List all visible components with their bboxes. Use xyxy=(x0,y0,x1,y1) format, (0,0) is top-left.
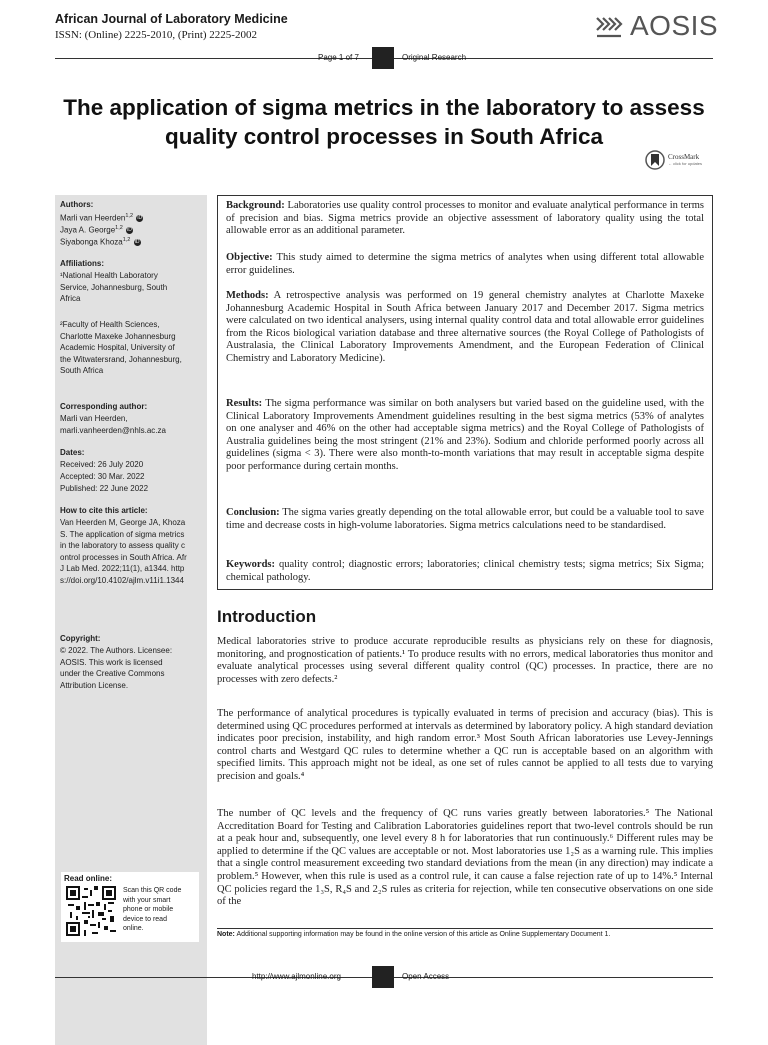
copyright-text: © 2022. The Authors. Licensee: AOSIS. This work is licensed under the Creative Commons Attribution License. xyxy=(60,646,173,690)
crossmark-label: CrossMark xyxy=(668,153,700,161)
abstract-label: Methods: xyxy=(226,290,269,301)
aosis-logo-icon xyxy=(594,13,624,39)
abstract-label: Objective: xyxy=(226,252,273,263)
abstract-text: This study aimed to determine the sigma metrics of analytes when using different total allowable error guidelines. xyxy=(226,252,704,276)
corresponding-author[interactable]: Marli van Heerden, marli.vanheerden@nhls.ac.za xyxy=(60,414,166,435)
orcid-icon[interactable]: iD xyxy=(137,215,143,222)
abstract-results xyxy=(226,398,704,474)
authors-heading: Authors: xyxy=(60,200,94,209)
orcid-icon[interactable]: iD xyxy=(127,227,132,234)
abstract-text: quality control; diagnostic errors; laboratories; clinical chemistry tests; sigma metrics; Six Sigma; chemical pathology. xyxy=(226,559,704,583)
issn: ISSN: (Online) 2225-2010, (Print) 2225-2002 xyxy=(55,29,257,41)
abstract-text: A retrospective analysis was performed on 19 general chemistry analytes at Charlotte Maxeke Johannesburg Academic Hospital in South Africa between January 2017 and December 2017. Sigma metrics were calculated on two identical analysers, using internal quality control data and total allowable error guidelines from the Ricos biological variation database and three alternative sources (the Royal College of Pathologists of Australasia, the Clinical Laboratory Improvements Amendment, and the European Federation of Clinical Chemistry and Laboratory Medicine). xyxy=(226,290,704,364)
abstract-label: Conclusion: xyxy=(226,507,280,518)
journal-url-link[interactable]: http://www.ajlmonline.org xyxy=(252,972,341,981)
author-3 xyxy=(60,235,208,248)
author-name: Jaya A. George xyxy=(60,225,116,235)
abstract-label: Background: xyxy=(226,200,285,211)
copyright-heading: Copyright: xyxy=(60,634,101,643)
qr-code-icon[interactable] xyxy=(66,886,116,936)
open-access-label: Open Access xyxy=(402,972,450,981)
abstract-text: Laboratories use quality control processes to monitor and evaluate analytical performance in terms of precision and bias. Sigma metrics provide an objective assessment of laboratory quality using the total allowable error as an additional parameter. xyxy=(226,200,704,237)
footer-marker xyxy=(372,966,394,988)
read-online-instructions: Scan this QR code with your smart phone or mobile device to read online. xyxy=(123,887,182,933)
abstract-label: Results: xyxy=(226,398,263,409)
article-title: The application of sigma metrics in the laboratory to assess quality control processes in South Africa xyxy=(63,95,705,149)
abstract-text: The sigma performance was similar on both analysers but varied based on the guideline used, with the Clinical Laboratory Improvements Amendment guidelines resulting in the best sigma metrics (53% of analytes on one analyser and 46% on the other had acceptable sigma metrics) and the Royal College of Pathologists of Australia guidelines being the most stringent (21% and 23%). Sodium and chloride performed poorly across all guidelines (sigma < 3). There were also month-to-month variations that may result in acceptable sigma despite poor performance during certain months. xyxy=(226,398,704,472)
cite-heading: How to cite this article: xyxy=(60,506,148,515)
note-rule xyxy=(217,928,713,929)
dates-heading: Dates: xyxy=(60,448,85,457)
abstract-methods xyxy=(226,290,704,366)
affiliation-2: ²Faculty of Health Sciences, Charlotte Maxeke Johannesburg Academic Hospital, University of the Witwatersrand, Johannesburg, South Africa xyxy=(60,320,182,375)
orcid-icon[interactable]: iD xyxy=(134,239,140,246)
journal-title: African Journal of Laboratory Medicine xyxy=(55,12,288,26)
abstract-label: Keywords: xyxy=(226,559,275,570)
read-online-heading: Read online: xyxy=(64,874,113,883)
date-published: Published: 22 June 2022 xyxy=(60,484,149,493)
publisher-name: AOSIS xyxy=(630,10,719,41)
abstract-objective xyxy=(226,252,704,277)
crossmark-icon xyxy=(645,150,665,170)
article-type: Original Research xyxy=(402,53,467,62)
corresponding-heading: Corresponding author: xyxy=(60,402,148,411)
publisher-logo[interactable] xyxy=(594,12,718,40)
date-accepted: Accepted: 30 Mar. 2022 xyxy=(60,472,145,481)
affiliation-1: ¹National Health Laboratory Service, Johannesburg, South Africa xyxy=(60,271,168,303)
header-marker xyxy=(372,47,394,69)
citation[interactable]: Van Heerden M, George JA, Khoza S. The application of sigma metrics in the laboratory to assess quality control processes in South Africa. Afr J Lab Med. 2022;11(1), a1344. https://doi.org/10.4102/ajlm.v11i1.1344 xyxy=(60,518,187,585)
section-heading: Introduction xyxy=(217,607,317,626)
page-number: Page 1 of 7 xyxy=(318,53,359,62)
supplementary-note xyxy=(217,931,610,938)
author-affiliation: 1,2 xyxy=(115,225,123,231)
note-text: Additional supporting information may be found in the online version of this article as Online Supplementary Document 1. xyxy=(234,931,611,938)
affiliations-heading: Affiliations: xyxy=(60,259,104,268)
date-received: Received: 26 July 2020 xyxy=(60,460,144,469)
abstract-keywords xyxy=(226,559,704,584)
note-label: Note: xyxy=(217,931,235,938)
abstract-background xyxy=(226,200,704,238)
intro-paragraph-2: The performance of analytical procedures is typically evaluated in terms of precision and accuracy (bias). This is determined using QC procedures performed at intervals as determined by laboratory policy. A high standard deviation indicates poor precision, instability, and high random error.³ Most South African laboratories use Levey-Jennings control charts and Westgard QC rules to determine whether a QC run is acceptable based on an algorithm with specified limits. This approach might not be ideal, as one set of rules cannot be applied to all tests due to varying precision and goals.⁴ xyxy=(217,708,713,782)
author-name: Marli van Heerden xyxy=(60,213,126,223)
author-affiliation: 1,2 xyxy=(122,237,131,243)
author-name: Siyabonga Khoza xyxy=(60,237,123,247)
abstract-text: The sigma varies greatly depending on the total allowable error, but could be a valuable tool to save time and decrease costs in high-volume laboratories. Sigma metrics calculations need to be standardised. xyxy=(226,507,704,531)
intro-paragraph-3: The number of QC levels and the frequency of QC runs varies greatly between laboratories.⁵ The National Accreditation Board for Testing and Calibration Laboratories guidelines report that two-level controls should be run at a peak hour and, subsequently, one level every 8 h for laboratories that run continuously.⁶ Different rules may be applied to determine if the QC values are acceptable or not. Most laboratories use 1₂S as a warning rule. This implies that a single control measurement exceeding two standard deviations from the mean (in any direction) may indicate a problem.⁵ However, when this rule is used as a control rule, it can cause a false rejection rate of up to 14%.⁵ Internal QC policies regard the 1₃S, R₄S and 2₂S rules as criteria for rejection, while ten consecutive observations on one side of the xyxy=(217,808,713,908)
crossmark-tagline: ← click for updates xyxy=(668,161,703,166)
abstract-conclusion xyxy=(226,507,704,532)
intro-paragraph-1: Medical laboratories strive to produce accurate reproducible results as physicians rely on these for diagnosis, monitoring, and prognostication of patients.¹ To produce results with no errors, medical laboratories thus monitor and evaluate analytical processes using several different quality control (QC) processes. In practice, there are no processes with zero defects.² xyxy=(217,636,713,685)
crossmark-badge[interactable] xyxy=(645,150,702,170)
author-affiliation: 1,2 xyxy=(125,213,134,219)
